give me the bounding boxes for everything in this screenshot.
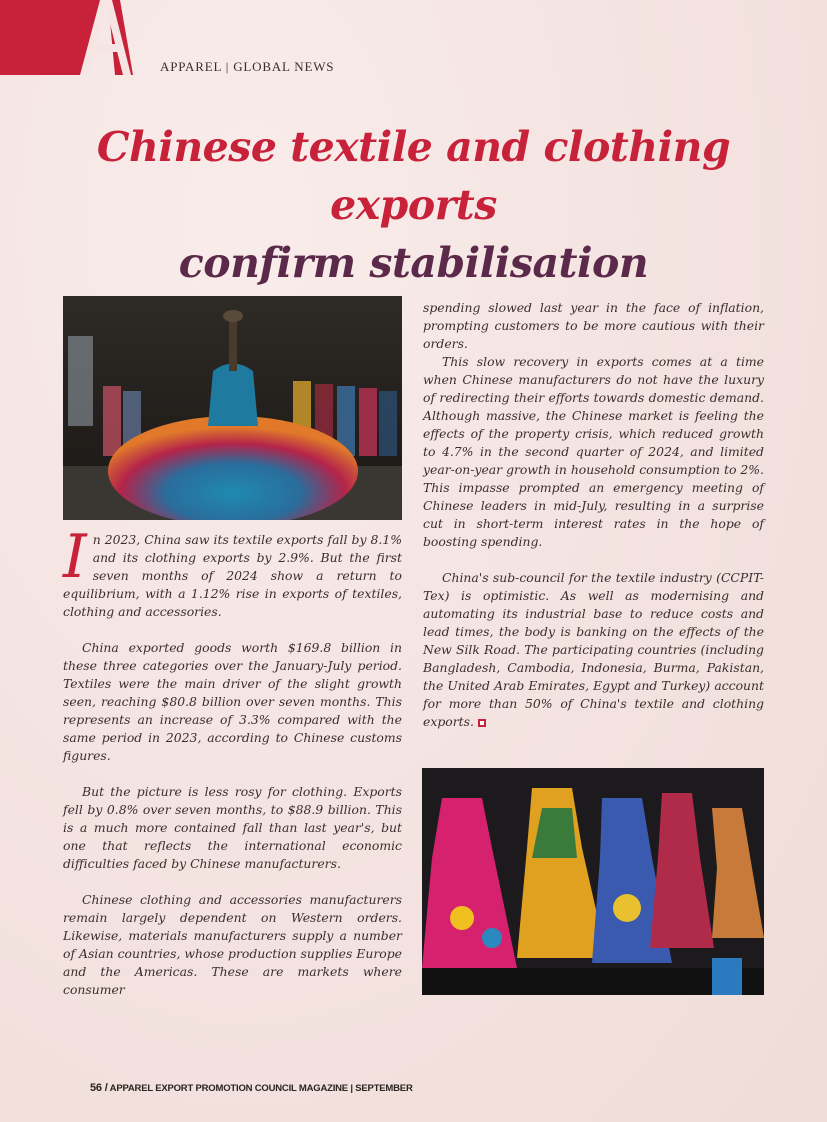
paragraph: In 2023, China saw its textile exports fall by 8.1% and its clothing exports by 2.9%. But the first seven months of 2024 show a return to equilibrium, with a 1.12% rise in exports of textiles, clothing and accessories. — [63, 522, 402, 619]
paragraph: Chinese clothing and accessories manufacturers remain largely dependent on Western orders. Likewise, materials manufacturers supply a number of Asian countries, whose production supplies Europe and the Americas. These are markets where consumer — [63, 892, 402, 997]
paragraph: China's sub-council for the textile industry (CCPIT-Tex) is optimistic. As well as modernising and automating its industrial base to reduce costs and lead times, the body is banking on the effects of the New Silk Road. The participating countries (including Bangladesh, Cambodia, Indonesia, Burma, Pakistan, the United Arab Emirates, Egypt and Turkey) account for more than 50% of China's textile and clothing exports. — [423, 570, 764, 729]
drop-cap: I — [63, 522, 87, 592]
magazine-logo — [0, 0, 150, 75]
colorful-dresses-photo — [422, 768, 764, 995]
page-number: 56 / — [90, 1082, 108, 1094]
paragraph: spending slowed last year in the face of inflation, prompting customers to be more cautious with their orders. — [423, 300, 764, 351]
article-title-line1: Chinese textile and clothing exports — [96, 123, 731, 229]
article-left-column — [63, 522, 402, 999]
paragraph: This slow recovery in exports comes at a time when Chinese manufacturers do not have the luxury of redirecting their efforts towards domestic demand. Although massive, the Chinese market is feeling the effects of the property crisis, which reduced growth to 4.7% in the second quarter of 2024, and limited year-on-year growth in household consumption to 2%. This impasse prompted an emergency meeting of Chinese leaders in mid-July, resulting in a surprise cut in short-term interest rates in the hope of boosting spending. — [423, 354, 764, 549]
footer-text: APPAREL EXPORT PROMOTION COUNCIL MAGAZINE | SEPTEMBER — [109, 1083, 413, 1094]
end-of-article-icon — [478, 719, 486, 727]
paragraph: But the picture is less rosy for clothing. Exports fell by 0.8% over seven months, to $88.9 billion. This is a much more contained fall than last year's, but one that reflects the international economic difficulties faced by Chinese manufacturers. — [63, 784, 402, 871]
article-right-column — [423, 299, 764, 731]
article-title-line2: confirm stabilisation — [178, 239, 649, 287]
article-title — [40, 118, 787, 292]
section-header: APPAREL | GLOBAL NEWS — [160, 59, 335, 74]
dress-mannequin-photo — [63, 296, 402, 520]
paragraph: China exported goods worth $169.8 billion in these three categories over the January-July period. Textiles were the main driver of the slight growth seen, reaching $80.8 billion over seven months. This represents an increase of 3.3% compared with the same period in 2023, according to Chinese customs figures. — [63, 640, 402, 763]
page-footer — [90, 1082, 413, 1094]
